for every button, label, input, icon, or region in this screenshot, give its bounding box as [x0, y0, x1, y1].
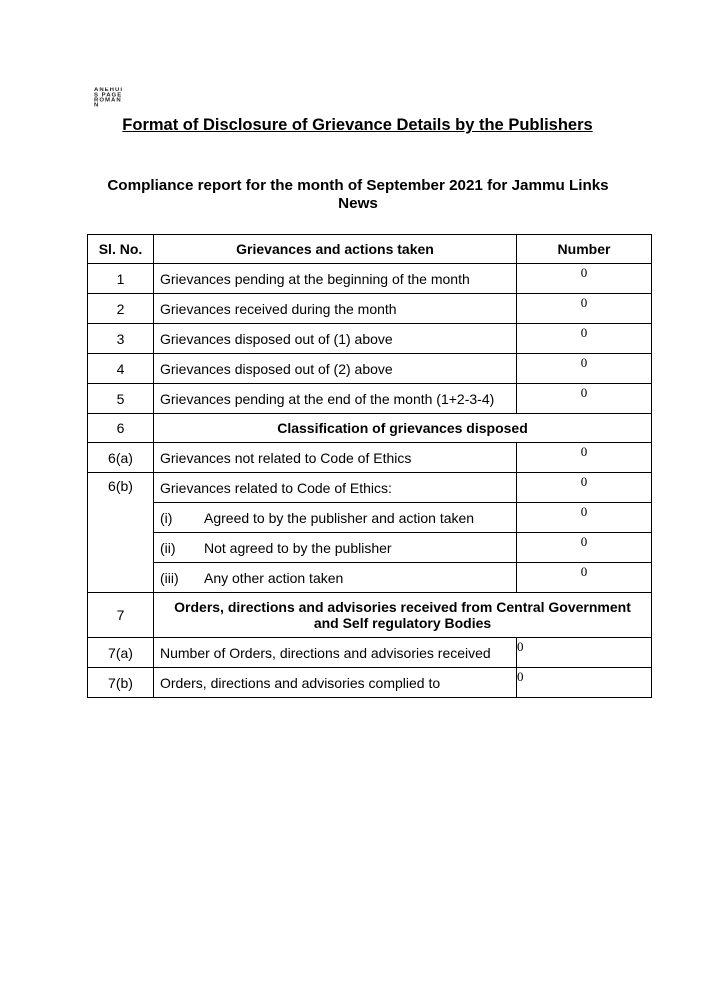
table-header-row [88, 235, 652, 264]
row-number: 0 [517, 264, 652, 294]
row-number: 0 [517, 638, 652, 668]
table-row [88, 443, 652, 473]
row-sl: 4 [88, 354, 154, 384]
section-row [88, 414, 652, 443]
stamp-line: S PAGE [94, 92, 123, 98]
table-row [88, 473, 652, 503]
row-number: 0 [517, 668, 652, 698]
sub-item-marker: (iii) [160, 569, 179, 586]
row-desc: Grievances pending at the beginning of the month [154, 264, 517, 294]
row-sl: 7 [88, 593, 154, 638]
row-sl: 5 [88, 384, 154, 414]
row-desc: Orders, directions and advisories complied to [154, 668, 517, 698]
table-row [88, 563, 652, 593]
row-desc: Grievances received during the month [154, 294, 517, 324]
header-grievances: Grievances and actions taken [154, 235, 517, 264]
row-number: 0 [517, 563, 652, 593]
header-sl-no: Sl. No. [88, 235, 154, 264]
table-row [88, 264, 652, 294]
row-desc: Grievances not related to Code of Ethics [154, 443, 517, 473]
row-number: 0 [517, 443, 652, 473]
table-row [88, 324, 652, 354]
row-sl: 6(a) [88, 443, 154, 473]
stamp-logo [94, 88, 154, 108]
table-row [88, 384, 652, 414]
sub-item [154, 503, 517, 533]
row-desc: Agreed to by the publisher and action taken [204, 509, 475, 526]
table-row [88, 533, 652, 563]
stamp-line: ROMAN [94, 98, 122, 104]
table-row [88, 503, 652, 533]
page-title: Format of Disclosure of Grievance Details by the Publishers [122, 116, 593, 134]
stamp-line: ANEHUI [94, 87, 124, 93]
row-desc: Any other action taken [204, 569, 344, 586]
row-number: 0 [517, 294, 652, 324]
row-desc: Grievances disposed out of (1) above [154, 324, 517, 354]
row-sl: 7(b) [88, 668, 154, 698]
table-row [88, 294, 652, 324]
row-sl: 3 [88, 324, 154, 354]
section-heading: Classification of grievances disposed [154, 414, 652, 443]
stamp-line: N [94, 103, 100, 109]
section-heading: Orders, directions and advisories received from Central Government and Self regulatory Bodies [154, 593, 652, 638]
header-number: Number [517, 235, 652, 264]
row-desc: Not agreed to by the publisher [204, 539, 392, 556]
grievance-table [87, 234, 652, 698]
sub-item-marker: (i) [160, 509, 173, 526]
row-desc: Grievances pending at the end of the month (1+2-3-4) [154, 384, 517, 414]
row-desc: Number of Orders, directions and advisories received [154, 638, 517, 668]
table-row [88, 638, 652, 668]
sub-item-marker: (ii) [160, 539, 176, 556]
row-number: 0 [517, 324, 652, 354]
row-sl: 6 [88, 414, 154, 443]
row-number: 0 [517, 533, 652, 563]
row-sl: 2 [88, 294, 154, 324]
table-row [88, 668, 652, 698]
row-number: 0 [517, 354, 652, 384]
sub-item [154, 563, 517, 593]
row-desc: Grievances related to Code of Ethics: [154, 473, 517, 503]
row-sl: 7(a) [88, 638, 154, 668]
table-row [88, 354, 652, 384]
row-number: 0 [517, 473, 652, 503]
row-sl: 1 [88, 264, 154, 294]
section-row [88, 593, 652, 638]
report-subtitle: Compliance report for the month of September 2021 for Jammu Links News [107, 177, 609, 212]
row-desc: Grievances disposed out of (2) above [154, 354, 517, 384]
row-sl: 6(b) [88, 473, 154, 593]
row-number: 0 [517, 384, 652, 414]
row-number: 0 [517, 503, 652, 533]
sub-item [154, 533, 517, 563]
